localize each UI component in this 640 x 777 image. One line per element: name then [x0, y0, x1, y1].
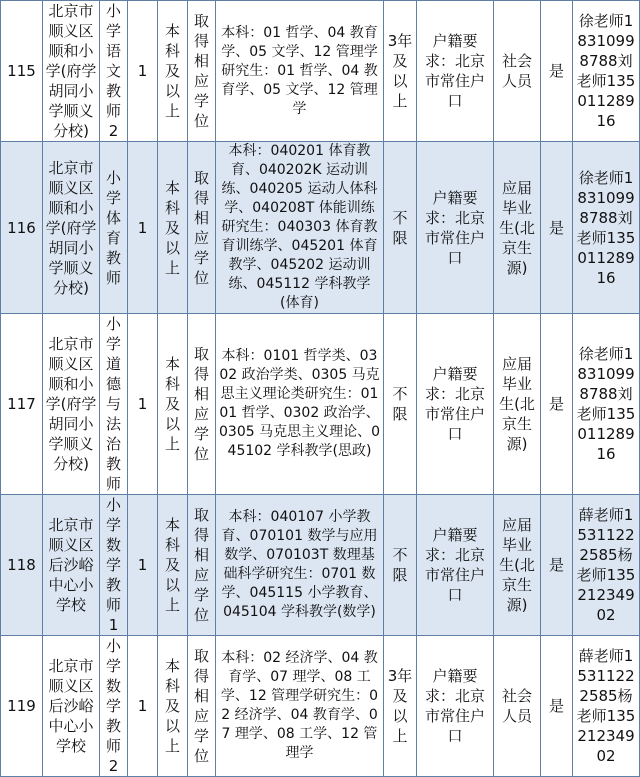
- hiring-count: 1: [128, 142, 158, 314]
- contact-info: 薛老师15311222585杨老师13521234902: [573, 495, 640, 636]
- school-name: 北京市顺义区后沙峪中心小学校: [43, 495, 100, 636]
- contact-info: 徐老师18310998788刘老师13501128916: [573, 314, 640, 495]
- household-requirement: 户籍要求：北京市常住户口: [417, 1, 494, 142]
- household-requirement: 户籍要求：北京市常住户口: [417, 495, 494, 636]
- major-requirement: 本科：02 经济学、04 教育学、07 理学、08 工学、12 管理学研究生：02 经济学、04 教育学、07 理学、08 工学、12 管理学: [216, 636, 384, 777]
- school-name: 北京市顺义区后沙峪中心小学校: [43, 636, 100, 777]
- table-row: [1, 636, 640, 777]
- row-number: 119: [1, 636, 43, 777]
- major-requirement: 本科：040201 体育教育、040202K 运动训练、040205 运动人体科学、040208T 体能训练研究生：040303 体育教育训练学、045201 体育教学、045202 运动训练、045112 学科教学(体育): [216, 142, 384, 314]
- flag-value: 是: [541, 495, 573, 636]
- experience-requirement: 3年及以上: [384, 1, 417, 142]
- target-applicants: 社会人员: [494, 636, 541, 777]
- contact-info: 薛老师15311222585杨老师13521234902: [573, 636, 640, 777]
- table-row: [1, 142, 640, 314]
- position-name: 小学数学教师1: [100, 495, 128, 636]
- table-row: [1, 314, 640, 495]
- major-requirement: 本科：0101 哲学类、0302 政治学类、0305 马克思主义理论类研究生：0101 哲学、0302 政治学、0305 马克思主义理论、045102 学科教学(思政): [216, 314, 384, 495]
- major-requirement: 本科：01 哲学、04 教育学、05 文学、12 管理学研究生：01 哲学、04 教育学、05 文学、12 管理学: [216, 1, 384, 142]
- degree-requirement: 取得相应学位: [188, 142, 216, 314]
- hiring-count: 1: [128, 495, 158, 636]
- table-row: [1, 1, 640, 142]
- experience-requirement: 不限: [384, 314, 417, 495]
- school-name: 北京市顺义区顺和小学(府学胡同小学顺义分校): [43, 314, 100, 495]
- target-applicants: 社会人员: [494, 1, 541, 142]
- row-number: 117: [1, 314, 43, 495]
- target-applicants: 应届毕业生(北京生源): [494, 314, 541, 495]
- target-applicants: 应届毕业生(北京生源): [494, 142, 541, 314]
- row-number: 118: [1, 495, 43, 636]
- education-requirement: 本科及以上: [158, 142, 188, 314]
- school-name: 北京市顺义区顺和小学(府学胡同小学顺义分校): [43, 142, 100, 314]
- flag-value: 是: [541, 1, 573, 142]
- education-requirement: 本科及以上: [158, 314, 188, 495]
- contact-info: 徐老师18310998788刘老师13501128916: [573, 1, 640, 142]
- major-requirement: 本科：040107 小学教育、070101 数学与应用数学、070103T 数理基础科学研究生：0701 数学、045115 小学教育、045104 学科教学(数学): [216, 495, 384, 636]
- hiring-count: 1: [128, 314, 158, 495]
- position-name: 小学数学教师2: [100, 636, 128, 777]
- experience-requirement: 不限: [384, 142, 417, 314]
- household-requirement: 户籍要求：北京市常住户口: [417, 314, 494, 495]
- row-number: 116: [1, 142, 43, 314]
- degree-requirement: 取得相应学位: [188, 1, 216, 142]
- experience-requirement: 3年及以上: [384, 636, 417, 777]
- flag-value: 是: [541, 142, 573, 314]
- degree-requirement: 取得相应学位: [188, 314, 216, 495]
- flag-value: 是: [541, 636, 573, 777]
- household-requirement: 户籍要求：北京市常住户口: [417, 142, 494, 314]
- target-applicants: 应届毕业生(北京生源): [494, 495, 541, 636]
- experience-requirement: 不限: [384, 495, 417, 636]
- education-requirement: 本科及以上: [158, 636, 188, 777]
- education-requirement: 本科及以上: [158, 1, 188, 142]
- contact-info: 徐老师18310998788刘老师13501128916: [573, 142, 640, 314]
- degree-requirement: 取得相应学位: [188, 495, 216, 636]
- school-name: 北京市顺义区顺和小学(府学胡同小学顺义分校): [43, 1, 100, 142]
- position-name: 小学语文教师2: [100, 1, 128, 142]
- hiring-count: 1: [128, 1, 158, 142]
- education-requirement: 本科及以上: [158, 495, 188, 636]
- flag-value: 是: [541, 314, 573, 495]
- position-name: 小学体育教师: [100, 142, 128, 314]
- table-row: [1, 495, 640, 636]
- household-requirement: 户籍要求：北京市常住户口: [417, 636, 494, 777]
- degree-requirement: 取得相应学位: [188, 636, 216, 777]
- position-name: 小学道德与法治教师: [100, 314, 128, 495]
- hiring-count: 1: [128, 636, 158, 777]
- row-number: 115: [1, 1, 43, 142]
